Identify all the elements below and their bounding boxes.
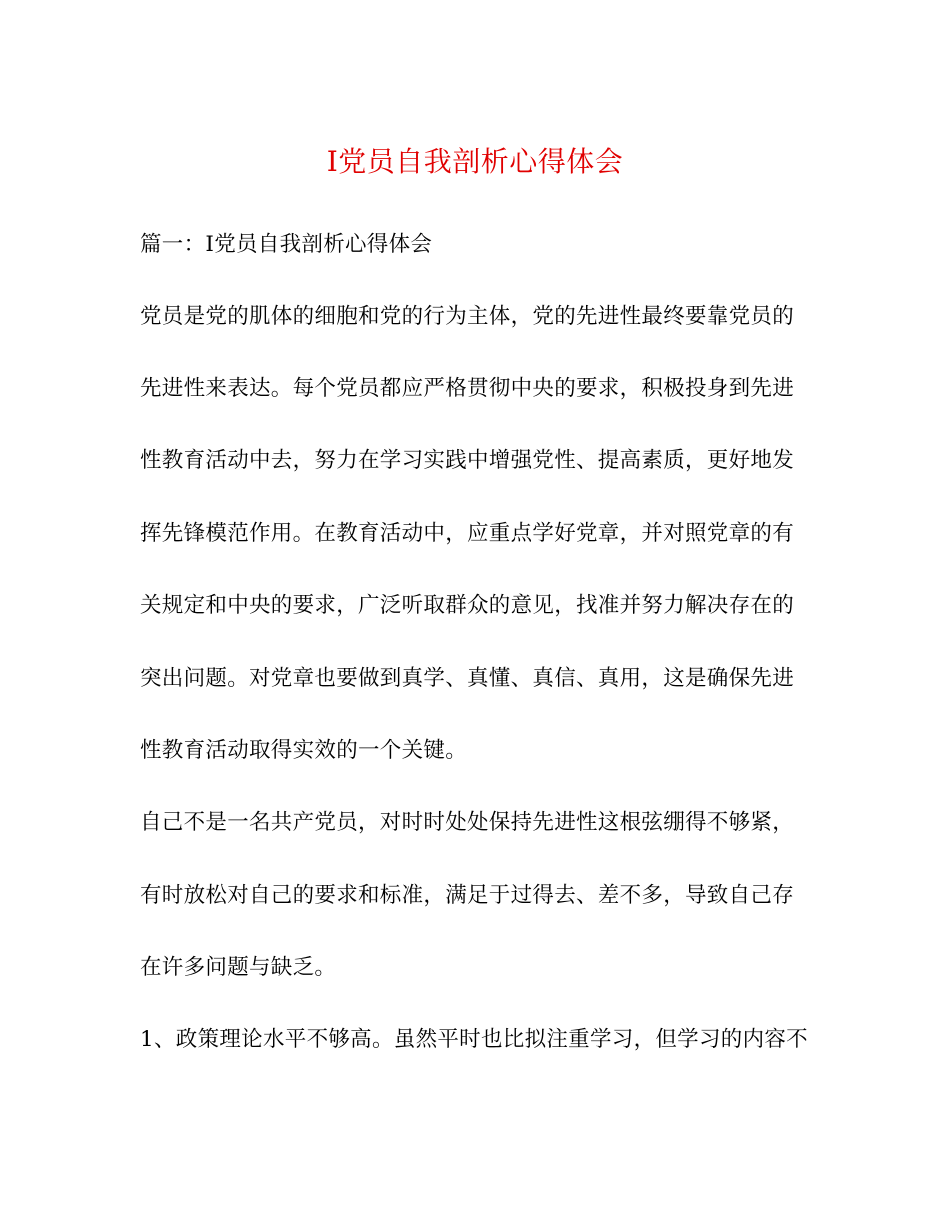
list-item-line: 1、政策理论水平不够高。虽然平时也比拟注重学习，但学习的内容不 xyxy=(140,1027,808,1052)
section-heading: 篇一：I党员自我剖析心得体会 xyxy=(140,232,433,257)
document-title: I党员自我剖析心得体会 xyxy=(326,145,624,178)
paragraph-line: 先进性来表达。每个党员都应严格贯彻中央的要求，积极投身到先进 xyxy=(140,376,795,401)
paragraph-line: 关规定和中央的要求，广泛听取群众的意见，找准并努力解决存在的 xyxy=(140,593,795,618)
paragraph-line: 性教育活动中去，努力在学习实践中增强党性、提高素质，更好地发 xyxy=(140,448,795,473)
paragraph-line: 有时放松对自己的要求和标准，满足于过得去、差不多，导致自己存 xyxy=(140,883,795,908)
paragraph-line: 党员是党的肌体的细胞和党的行为主体，党的先进性最终要靠党员的 xyxy=(140,304,795,329)
paragraph-line: 性教育活动取得实效的一个关键。 xyxy=(140,738,468,763)
paragraph-line: 在许多问题与缺乏。 xyxy=(140,955,337,980)
paragraph-line: 挥先锋模范作用。在教育活动中，应重点学好党章，并对照党章的有 xyxy=(140,521,795,546)
paragraph-line: 自己不是一名共产党员，对时时处处保持先进性这根弦绷得不够紧， xyxy=(140,810,795,835)
paragraph-line: 突出问题。对党章也要做到真学、真懂、真信、真用，这是确保先进 xyxy=(140,666,795,691)
